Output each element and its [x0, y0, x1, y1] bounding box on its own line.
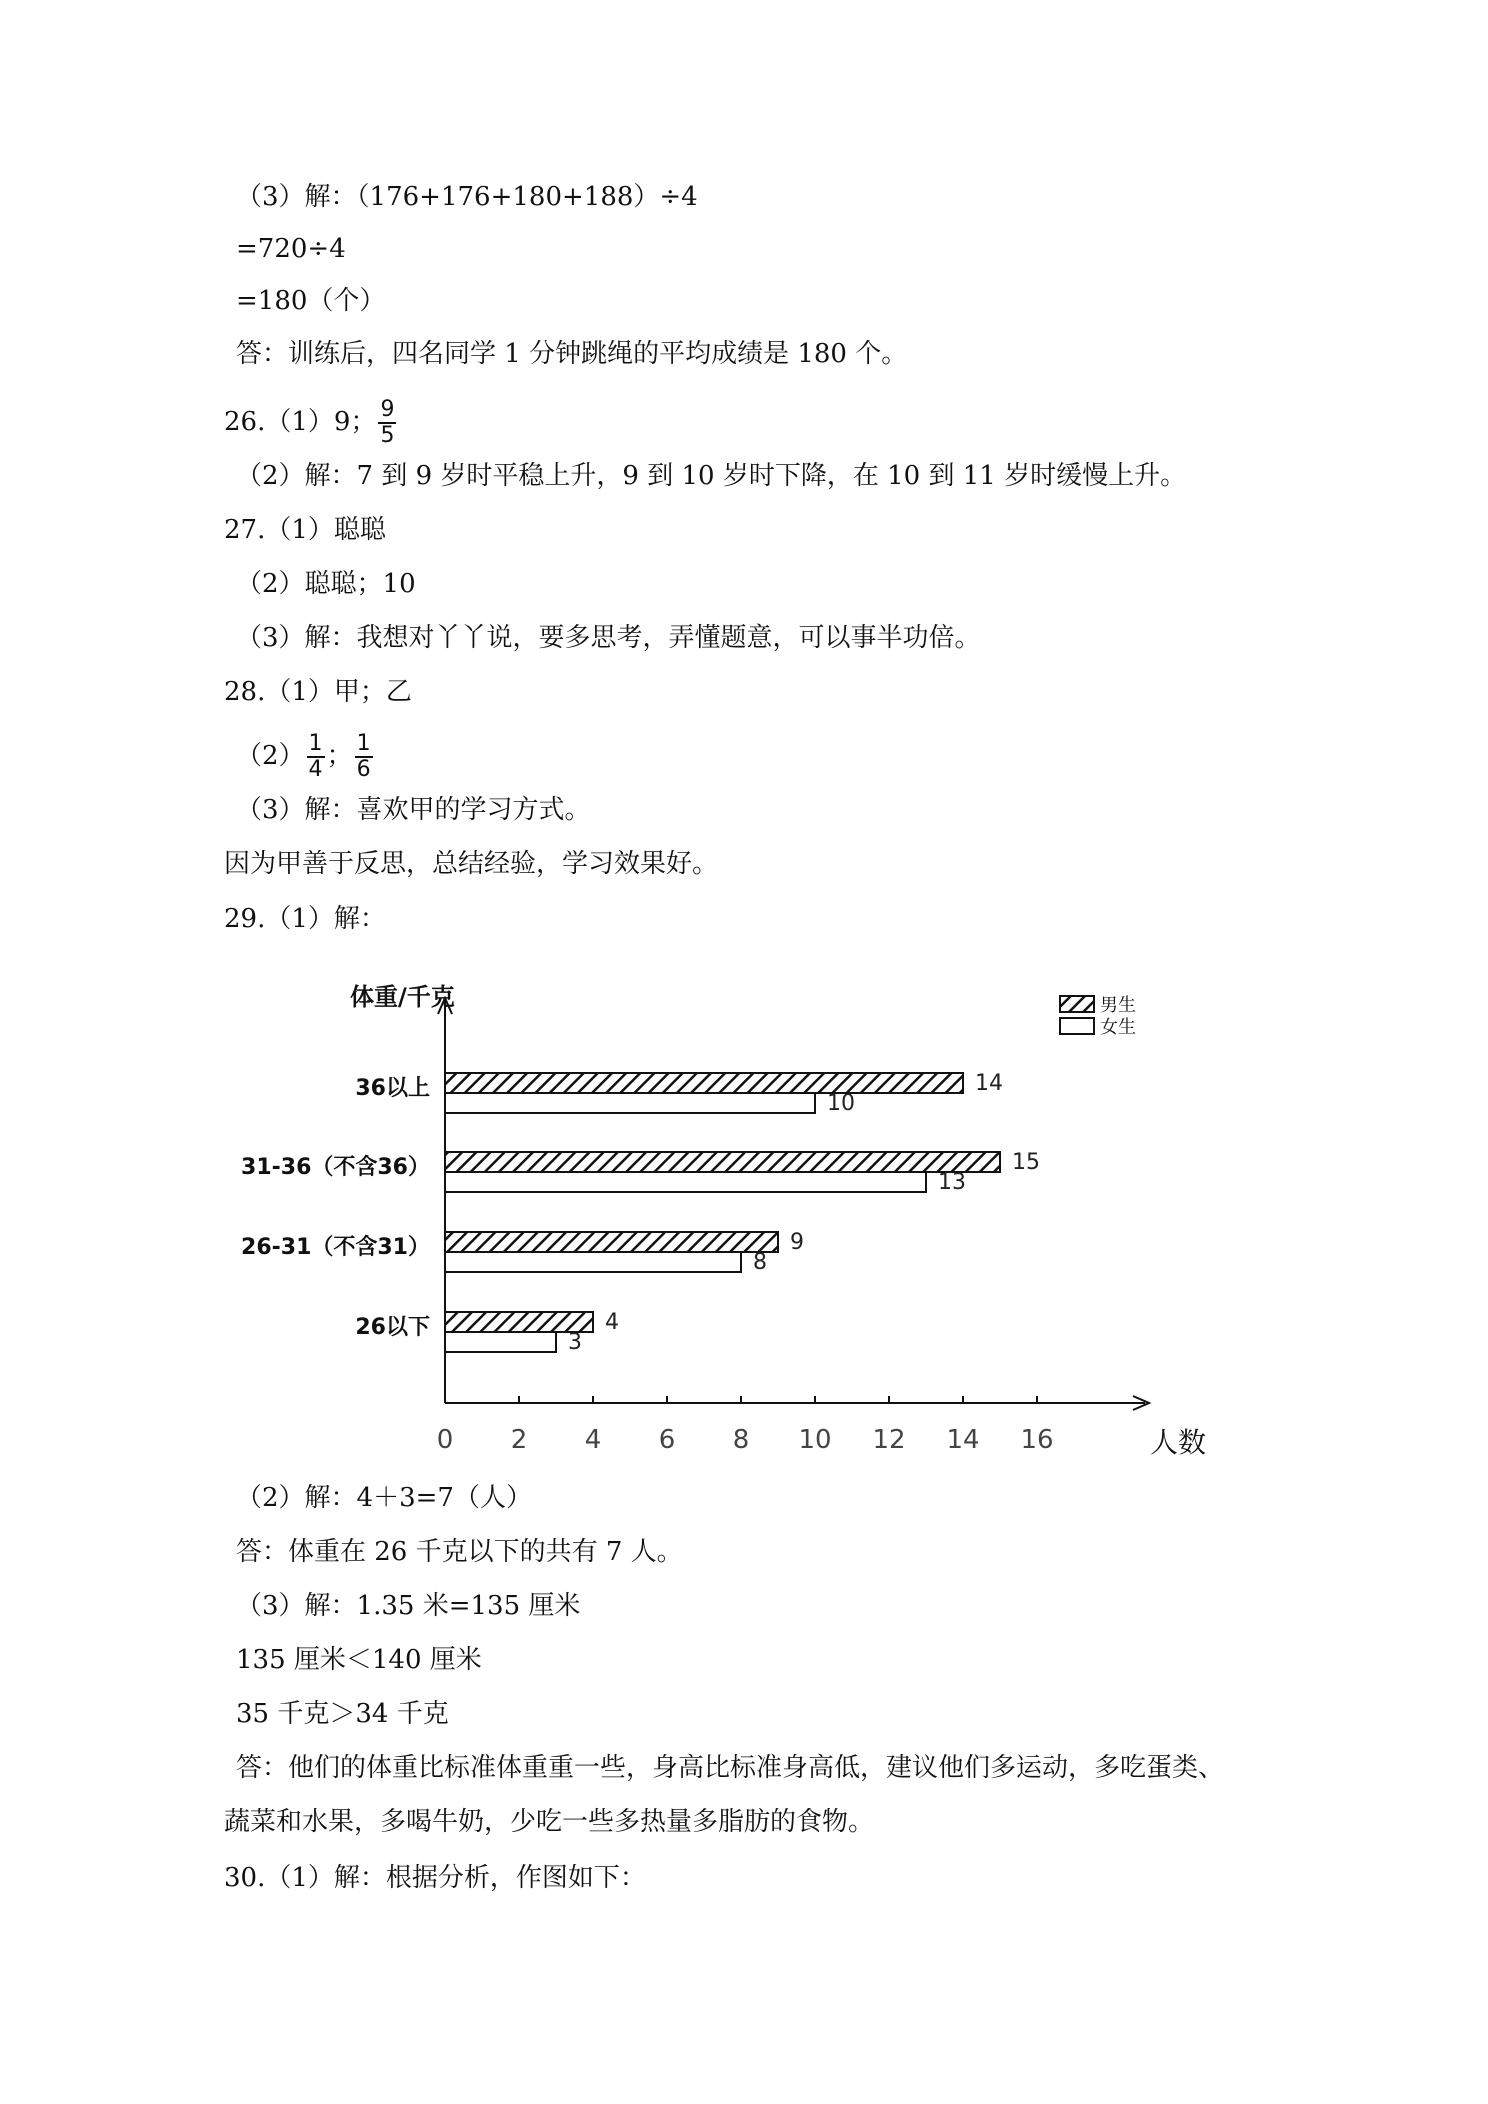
- x-tick-label: 6: [658, 1425, 676, 1455]
- line-29-3-answer: 答：他们的体重比标准体重重一些，身高比标准身高低，建议他们多运动，多吃蛋类、: [236, 1753, 1225, 1783]
- line-28-2: [236, 732, 375, 782]
- x-axis-label: 人数: [1150, 1426, 1207, 1459]
- line-26-1: [224, 398, 398, 448]
- line-26-2: （2）解：7 到 9 岁时平稳上升，9 到 10 岁时下降，在 10 到 11 岁时缓慢上升。: [236, 461, 1187, 491]
- fraction-9-5: $\frac{9}{5}$: [380, 397, 395, 448]
- line-28-reason: 因为甲善于反思，总结经验，学习效果好。: [224, 849, 719, 879]
- category-label: 31-36（不含36）: [241, 1155, 430, 1180]
- line-29-2: （2）解：4＋3=7（人）: [236, 1483, 532, 1513]
- bar-girls: [445, 1093, 815, 1113]
- data-label: 3: [568, 1330, 582, 1355]
- category-label: 26以下: [355, 1315, 430, 1340]
- line-calc-2: =180（个）: [236, 286, 386, 316]
- line-answer-25: 答：训练后，四名同学 1 分钟跳绳的平均成绩是 180 个。: [236, 339, 908, 369]
- line-29-3-answer-cont: 蔬菜和水果，多喝牛奶，少吃一些多热量多脂肪的食物。: [224, 1807, 875, 1837]
- data-label: 8: [753, 1250, 767, 1275]
- x-tick-label: 16: [1020, 1425, 1054, 1455]
- line-27-2: （2）聪聪；10: [236, 569, 416, 599]
- line-29-3-compare-1: 135 厘米＜140 厘米: [236, 1645, 482, 1675]
- line-29-3-compare-2: 35 千克＞34 千克: [236, 1699, 449, 1729]
- y-axis-label: 体重/千克: [350, 983, 455, 1011]
- category-label: 26-31（不含31）: [241, 1235, 430, 1260]
- bar-girls: [445, 1252, 741, 1272]
- bar-boys: [445, 1312, 593, 1332]
- category-label: 36以上: [355, 1076, 430, 1101]
- x-tick-label: 10: [798, 1425, 832, 1455]
- line-27-1: 27.（1）聪聪: [224, 515, 386, 545]
- data-label: 15: [1012, 1150, 1040, 1175]
- line-calc-1: =720÷4: [236, 234, 346, 264]
- data-label: 4: [605, 1310, 619, 1335]
- line-29-2-answer: 答：体重在 26 千克以下的共有 7 人。: [236, 1537, 683, 1567]
- line-27-3: （3）解：我想对丫丫说，要多思考，弄懂题意，可以事半功倍。: [236, 623, 981, 653]
- line-26-1-text: 26.（1）9；: [224, 407, 377, 437]
- line-30-1: 30.（1）解：根据分析，作图如下：: [224, 1863, 646, 1893]
- x-tick-label: 4: [584, 1425, 602, 1455]
- x-tick-label: 2: [510, 1425, 528, 1455]
- line-28-3: （3）解：喜欢甲的学习方式。: [236, 795, 591, 825]
- line-28-2-text: （2）: [236, 741, 305, 771]
- legend-label: 女生: [1100, 1017, 1136, 1038]
- x-tick-label: 8: [732, 1425, 750, 1455]
- fraction-separator: ；: [326, 741, 353, 771]
- line-29-1: 29.（1）解：: [224, 904, 386, 934]
- bar-girls: [445, 1332, 556, 1352]
- legend-swatch: [1060, 1018, 1094, 1034]
- x-tick-label: 14: [946, 1425, 980, 1455]
- line-3-solution: （3）解：（176+176+180+188）÷4: [236, 182, 698, 212]
- line-29-3: （3）解：1.35 米=135 厘米: [236, 1591, 581, 1621]
- fraction-1-6: $\frac{1}{6}$: [356, 731, 371, 782]
- bar-boys: [445, 1073, 963, 1093]
- bar-boys: [445, 1232, 778, 1252]
- line-28-1: 28.（1）甲；乙: [224, 677, 412, 707]
- weight-bar-chart: [200, 960, 1207, 1470]
- data-label: 13: [938, 1170, 966, 1195]
- bar-boys: [445, 1152, 1000, 1172]
- bar-girls: [445, 1172, 926, 1192]
- data-label: 14: [975, 1071, 1003, 1096]
- legend-swatch: [1060, 996, 1094, 1012]
- fraction-1-4: $\frac{1}{4}$: [308, 731, 323, 782]
- data-label: 10: [827, 1091, 855, 1116]
- data-label: 9: [790, 1230, 804, 1255]
- x-tick-label: 12: [872, 1425, 906, 1455]
- legend-label: 男生: [1100, 995, 1136, 1016]
- x-tick-label: 0: [436, 1425, 454, 1455]
